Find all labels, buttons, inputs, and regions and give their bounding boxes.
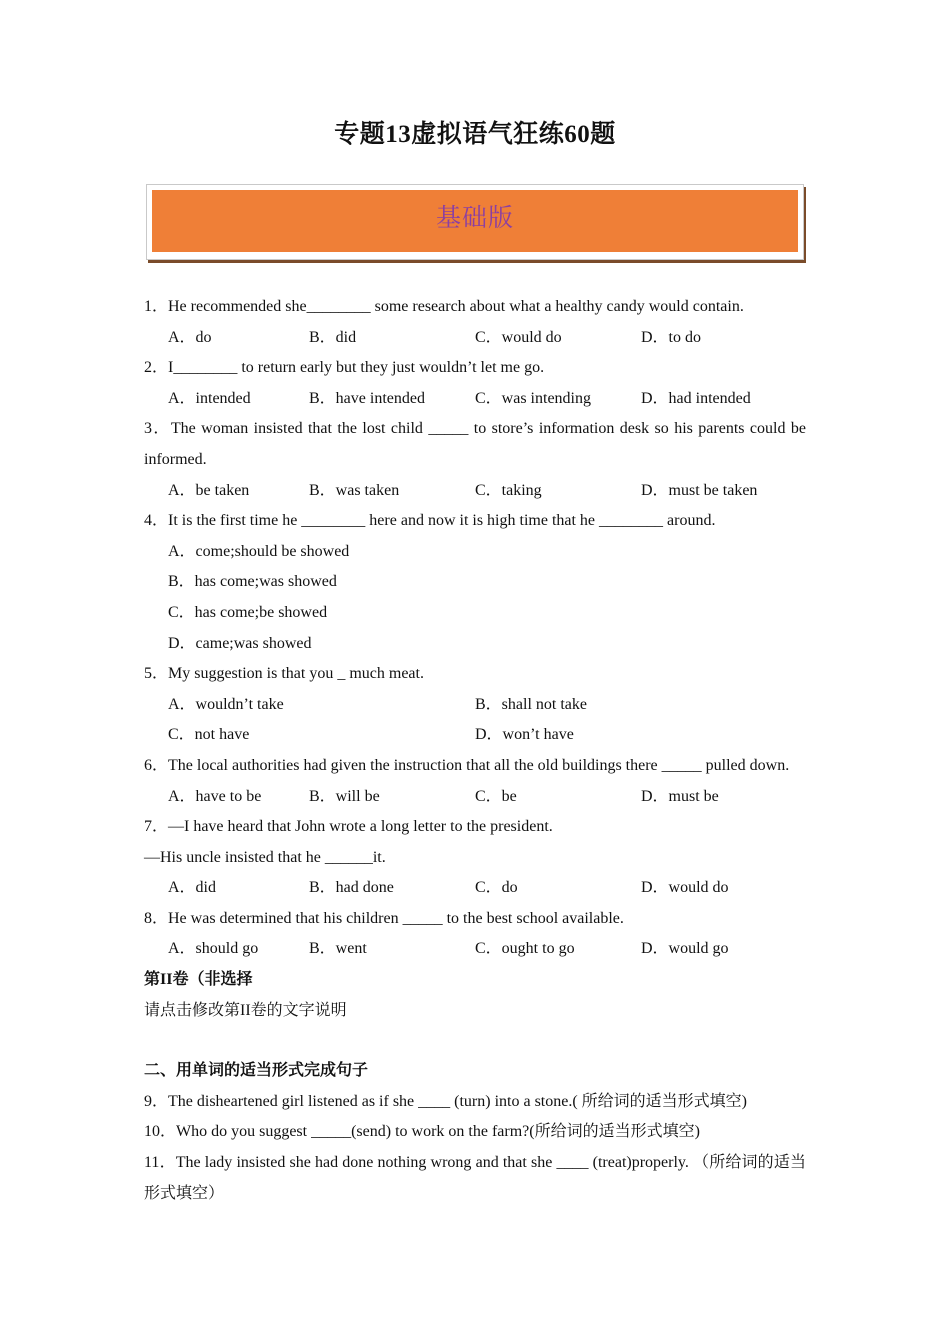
- question-10: 10．Who do you suggest _____(send) to work on the farm?(所给词的适当形式填空): [144, 1123, 700, 1141]
- question-5-option-a: A．wouldn’t take: [168, 695, 284, 713]
- question-4-option-a: A．come;should be showed: [168, 542, 350, 560]
- question-5-option-d: D．won’t have: [475, 726, 574, 744]
- question-1-stem: 1．He recommended she________ some research about what a healthy candy would contain.: [144, 298, 744, 315]
- question-5-stem: 5．My suggestion is that you _ much meat.: [144, 665, 424, 683]
- question-8-option-c: C．ought to go: [475, 940, 575, 958]
- question-3-option-a: A．be taken: [168, 481, 250, 499]
- question-3-option-d: D．must be taken: [641, 481, 758, 499]
- part-2-heading: 第II卷（非选择: [144, 971, 253, 989]
- question-7-stem-reply: —His uncle insisted that he ______it.: [144, 848, 386, 866]
- question-6-option-b: B．will be: [309, 787, 380, 805]
- question-8-options: [144, 934, 806, 965]
- question-3-stem: 3．The woman insisted that the lost child _____ to store’s information desk so his parents could be informed.: [144, 420, 806, 468]
- question-1-option-b: B．did: [309, 328, 357, 346]
- question-7-option-b: B．had done: [309, 879, 394, 897]
- question-4-option-d: D．came;was showed: [168, 634, 312, 652]
- question-3-option-c: C．taking: [475, 481, 542, 499]
- question-7-option-a: A．did: [168, 879, 217, 897]
- question-6-options: [144, 782, 806, 813]
- question-5-options-row-1: [144, 690, 806, 721]
- section-2-heading: 二、用单词的适当形式完成句子: [144, 1062, 369, 1080]
- question-1-option-d: D．to do: [641, 328, 702, 346]
- question-list: [144, 292, 806, 1209]
- question-7-option-c: C．do: [475, 879, 518, 897]
- question-1-options: [144, 323, 806, 354]
- question-4-stem: 4．It is the first time he ________ here and now it is high time that he ________ around.: [144, 512, 716, 530]
- section-spacer: [144, 1026, 806, 1056]
- page-title: 专题13虚拟语气狂练60题: [334, 121, 616, 148]
- question-2-stem: 2．I________ to return early but they just wouldn’t let me go.: [144, 359, 545, 377]
- question-7-option-d: D．would do: [641, 879, 729, 897]
- part-2-note: 请点击修改第II卷的文字说明: [144, 1001, 347, 1019]
- question-4-option-c: C．has come;be showed: [168, 603, 328, 621]
- question-6-option-d: D．must be: [641, 787, 719, 805]
- question-6-option-a: A．have to be: [168, 787, 262, 805]
- question-4-option-b: B．has come;was showed: [168, 573, 337, 591]
- question-2-options: [144, 384, 806, 415]
- question-2-option-d: D．had intended: [641, 389, 751, 407]
- level-banner: [146, 184, 804, 260]
- question-8-option-b: B．went: [309, 940, 367, 958]
- question-2-option-c: C．was intending: [475, 389, 591, 407]
- question-2-option-a: A．intended: [168, 389, 251, 407]
- question-11: 11．The lady insisted she had done nothing wrong and that she ____ (treat)properly. （所给词的适当形式填空）: [144, 1154, 806, 1202]
- question-6-stem: 6．The local authorities had given the instruction that all the old buildings there _____ pulled down.: [144, 756, 790, 774]
- level-banner-text: 基础版: [435, 205, 514, 232]
- question-8-option-a: A．should go: [168, 940, 259, 958]
- question-7-options: [144, 873, 806, 904]
- question-3-options: [144, 476, 806, 507]
- question-8-stem: 8．He was determined that his children _____ to the best school available.: [144, 909, 624, 927]
- question-5-options-row-2: [144, 720, 806, 751]
- question-2-option-b: B．have intended: [309, 389, 425, 407]
- level-banner-fill: [152, 190, 798, 252]
- question-8-option-d: D．would go: [641, 940, 729, 958]
- question-9: 9．The disheartened girl listened as if she ____ (turn) into a stone.( 所给词的适当形式填空): [144, 1092, 747, 1110]
- question-1-option-c: C．would do: [475, 328, 562, 346]
- question-7-stem: 7．—I have heard that John wrote a long letter to the president.: [144, 818, 553, 836]
- question-5-option-b: B．shall not take: [475, 695, 587, 713]
- question-1-option-a: A．do: [168, 328, 212, 346]
- question-6-option-c: C．be: [475, 787, 517, 805]
- question-3-option-b: B．was taken: [309, 481, 400, 499]
- question-5-option-c: C．not have: [168, 726, 250, 744]
